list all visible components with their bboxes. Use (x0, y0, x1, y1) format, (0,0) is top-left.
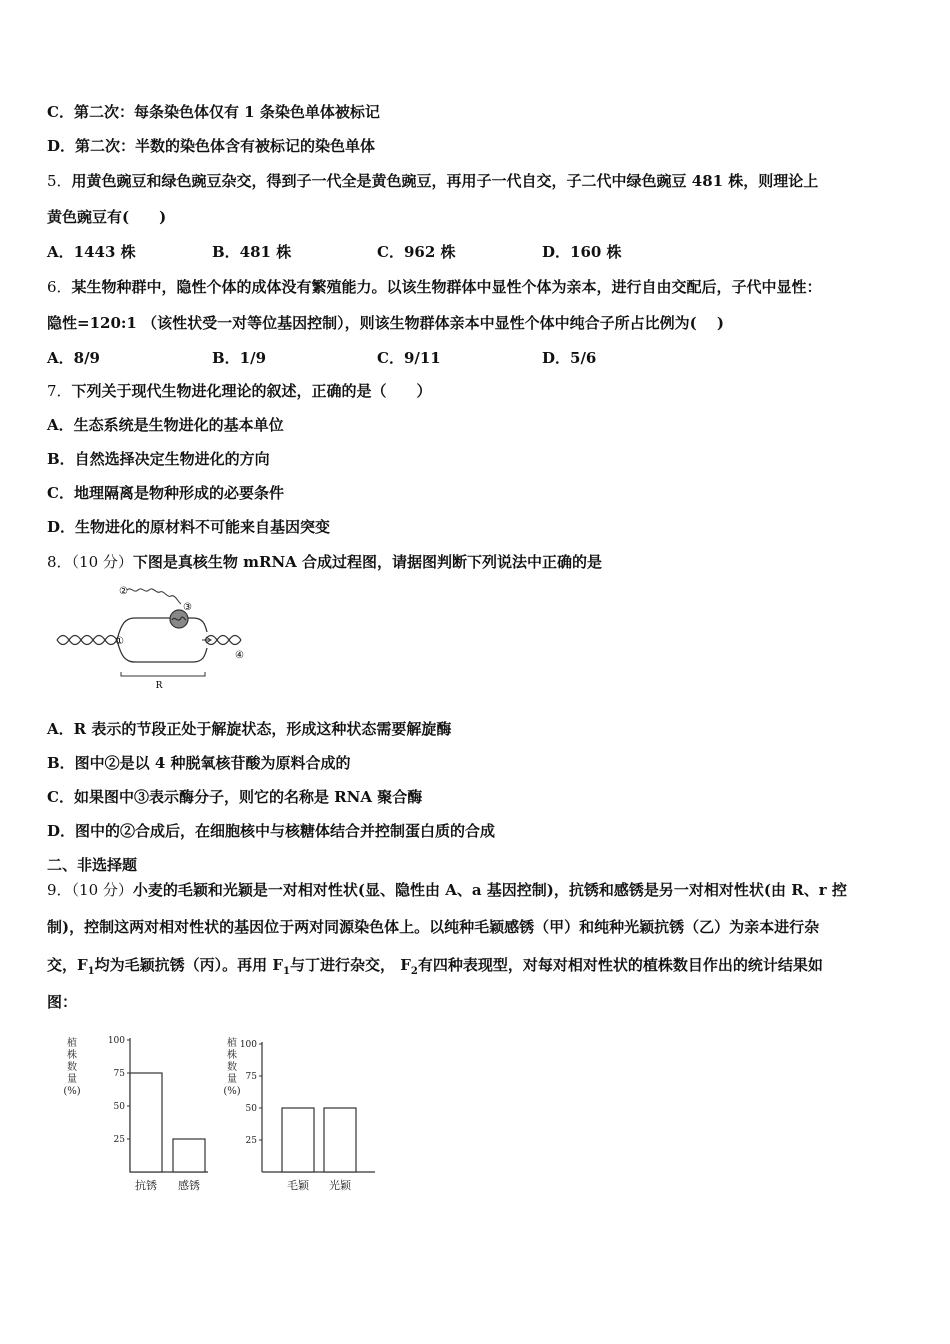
q6-option-b: B．1/9 (212, 349, 267, 367)
q6-stem-line1 (47, 276, 822, 298)
q7-stem: 下列关于现代生物进化理论的叙述，正确的是（ ） (71, 382, 432, 400)
q9-line3-c: 与丁进行杂交， F (289, 956, 411, 974)
mrna-strand (127, 589, 181, 604)
category-label: 光颖 (329, 1179, 351, 1192)
dna-bubble-top-strand (117, 618, 207, 640)
ylabel-char: 量 (67, 1074, 77, 1085)
ylabel-char: 数 (67, 1062, 77, 1073)
q6-option-d: D．5/6 (542, 349, 597, 367)
r-bracket (121, 672, 205, 676)
dna-bubble-bottom-strand (117, 640, 207, 662)
q5-option-c: C．962 株 (377, 243, 456, 261)
q5-option-d: D．160 株 (542, 243, 622, 261)
q8-option-a: A．R 表示的节段正处于解旋状态，形成这种状态需要解旋酶 (47, 720, 452, 738)
q6-option-c: C．9/11 (377, 349, 441, 367)
category-label: 抗锈 (135, 1179, 157, 1192)
q7-option-d: D．生物进化的原材料不可能来自基因突变 (47, 518, 331, 536)
y-tick-label: 25 (245, 1136, 257, 1146)
q8-score: （10 分） (71, 553, 133, 571)
q5-option-a: A．1443 株 (47, 243, 136, 261)
q9-number: 9． (47, 881, 72, 899)
label-1: ① (115, 636, 124, 647)
label-4: ④ (235, 650, 244, 661)
q9-line3-d: 有四种表现型，对每对相对性状的植株数目作出的统计结果如 (417, 956, 823, 974)
q7-stem-line (47, 380, 432, 402)
q9-sub-2: 1 (283, 966, 290, 977)
bar-毛颖 (282, 1108, 314, 1172)
ylabel-char: 株 (227, 1050, 237, 1061)
q8-stem: 下图是真核生物 mRNA 合成过程图，请据图判断下列说法中正确的是 (132, 553, 603, 571)
y-tick-label: 75 (113, 1069, 125, 1079)
q7-option-c: C．地理隔离是物种形成的必要条件 (47, 484, 284, 502)
q7-option-b: B．自然选择决定生物进化的方向 (47, 450, 270, 468)
q9-score: （10 分） (71, 881, 133, 899)
ylabel-char: 数 (227, 1062, 237, 1073)
q5-options (47, 241, 747, 263)
q9-line3-a: 交，F (47, 956, 88, 974)
chart-rust-resistance (58, 1030, 228, 1200)
q9-line2: 制)，控制这两对相对性状的基因位于两对同源染色体上。以纯种毛颖感锈（甲）和纯种光颖抗锈（乙）为亲本进行杂 (47, 918, 820, 936)
q5-option-b: B．481 株 (212, 243, 292, 261)
y-tick-label: 50 (113, 1102, 125, 1112)
q7-number: 7． (47, 382, 72, 400)
q8-option-b: B．图中②是以 4 种脱氧核苷酸为原料合成的 (47, 754, 351, 772)
label-2: ② (119, 586, 128, 597)
q5-stem-line2: 黄色豌豆有( ) (47, 208, 167, 226)
q8-stem-line (47, 551, 602, 573)
q4-option-d: D．第二次：半数的染色体含有被标记的染色单体 (47, 137, 376, 155)
q9-line4: 图： (47, 993, 78, 1011)
bar-感锈 (173, 1139, 205, 1172)
q6-option-a: A．8/9 (47, 349, 100, 367)
q6-stem-line2: 隐性=120:1 （该性状受一对等位基因控制），则该生物群体亲本中显性个体中纯合子所占比例为( ) (47, 314, 724, 332)
bar-抗锈 (130, 1073, 162, 1172)
chart-glume-type (220, 1030, 390, 1200)
q8-number: 8． (47, 553, 72, 571)
section-heading: 二、非选择题 (47, 856, 138, 874)
q9-sub-1: 1 (87, 966, 95, 977)
q9-line1 (47, 879, 847, 901)
q8-option-d: D．图中的②合成后，在细胞核中与核糖体结合并控制蛋白质的合成 (47, 822, 496, 840)
transcription-diagram (55, 580, 255, 690)
category-label: 感锈 (178, 1179, 200, 1192)
y-tick-label: 100 (239, 1040, 257, 1050)
ylabel-char: 植 (227, 1038, 237, 1049)
q9-line3 (47, 954, 823, 983)
q5-stem-line1 (47, 170, 818, 192)
category-label: 毛颖 (287, 1179, 309, 1192)
bar-光颖 (324, 1108, 356, 1172)
y-tick-label: 50 (245, 1104, 257, 1114)
q5-number: 5． (47, 172, 72, 190)
ylabel-char: 植 (67, 1038, 77, 1049)
q9-line3-b: 均为毛颖抗锈（丙）。再用 F (94, 956, 283, 974)
ylabel-char: 株 (67, 1050, 77, 1061)
q8-option-c: C．如果图中③表示酶分子，则它的名称是 RNA 聚合酶 (47, 788, 423, 806)
q6-number: 6． (47, 278, 72, 296)
q7-option-a: A．生态系统是生物进化的基本单位 (47, 416, 284, 434)
q4-option-c: C．第二次：每条染色体仅有 1 条染色单体被标记 (47, 103, 380, 121)
q5-stem: 用黄色豌豆和绿色豌豆杂交，得到子一代全是黄色豌豆，再用子一代自交，子二代中绿色豌豆 481 株，则理论上 (71, 172, 819, 190)
y-tick-label: 75 (245, 1072, 257, 1082)
y-tick-label: 100 (107, 1036, 125, 1046)
q6-stem: 某生物种群中，隐性个体的成体没有繁殖能力。以该生物群体中显性个体为亲本，进行自由交配后，子代中显性： (71, 278, 822, 296)
ylabel-char: (%) (223, 1086, 241, 1097)
ylabel-char: (%) (63, 1086, 81, 1097)
q6-options (47, 347, 747, 369)
ylabel-char: 量 (227, 1074, 237, 1085)
label-3: ③ (183, 602, 192, 613)
label-r: R (155, 681, 163, 690)
q9-sub-3: 2 (410, 966, 418, 977)
y-tick-label: 25 (113, 1135, 125, 1145)
q9-text-1: 小麦的毛颖和光颖是一对相对性状(显、隐性由 A、a 基因控制)，抗锈和感锈是另一对相对性状(由 R、r 控 (132, 881, 847, 899)
